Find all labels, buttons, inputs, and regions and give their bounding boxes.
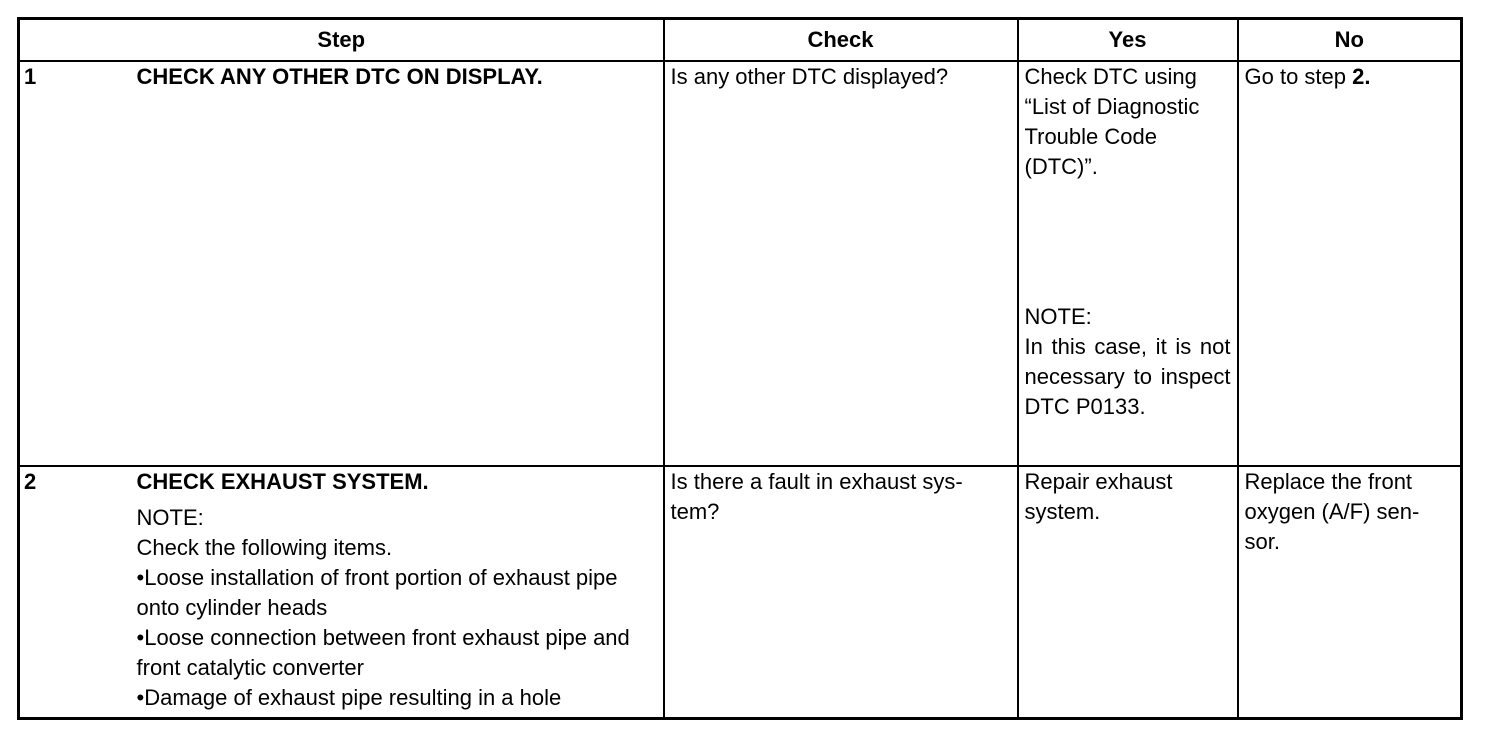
header-step: Step (19, 19, 664, 62)
no-text: Replace the front oxygen (A/F) sen-sor. (1244, 469, 1420, 554)
check-text: Is there a fault in exhaust sys-tem? (670, 469, 963, 524)
note-intro: Check the following items. (136, 535, 393, 560)
table-row (19, 466, 1462, 719)
no-step-ref: 2. (1352, 64, 1371, 89)
yes-note (1025, 302, 1231, 422)
note-text: In this case, it is not necessary to inspect DTC P0133. (1024, 334, 1231, 419)
check-cell (664, 466, 1018, 719)
header-yes: Yes (1018, 19, 1238, 62)
diagnostic-table (17, 17, 1463, 720)
header-no: No (1238, 19, 1462, 62)
check-text: Is any other DTC displayed? (670, 64, 949, 89)
header-check: Check (664, 19, 1018, 62)
yes-text: Repair exhaust system. (1024, 469, 1173, 524)
note-label: NOTE: (1024, 304, 1092, 329)
step-number: 2 (24, 469, 37, 494)
table-row (19, 61, 1462, 466)
list-item: •Damage of exhaust pipe resulting in a hole (136, 685, 562, 710)
step-number-cell (19, 466, 137, 719)
step-number: 1 (24, 64, 37, 89)
list-item: •Loose installation of front portion of exhaust pipe onto cylinder heads (136, 565, 618, 620)
step-cell (137, 61, 664, 466)
note-label: NOTE: (136, 505, 204, 530)
step-title: CHECK EXHAUST SYSTEM. (136, 469, 429, 494)
header-row (19, 19, 1462, 62)
step-number-cell (19, 61, 137, 466)
list-item: •Loose connection between front exhaust pipe and front catalytic converter (136, 625, 630, 680)
step-cell (137, 466, 664, 719)
no-text-prefix: Go to step (1244, 64, 1353, 89)
check-cell (664, 61, 1018, 466)
no-cell (1238, 61, 1462, 466)
yes-text: Check DTC using “List of Diagnostic Trouble Code (DTC)”. (1024, 64, 1200, 179)
yes-cell (1018, 466, 1238, 719)
no-cell (1238, 466, 1462, 719)
step-title: CHECK ANY OTHER DTC ON DISPLAY. (136, 64, 543, 89)
yes-cell (1018, 61, 1238, 466)
